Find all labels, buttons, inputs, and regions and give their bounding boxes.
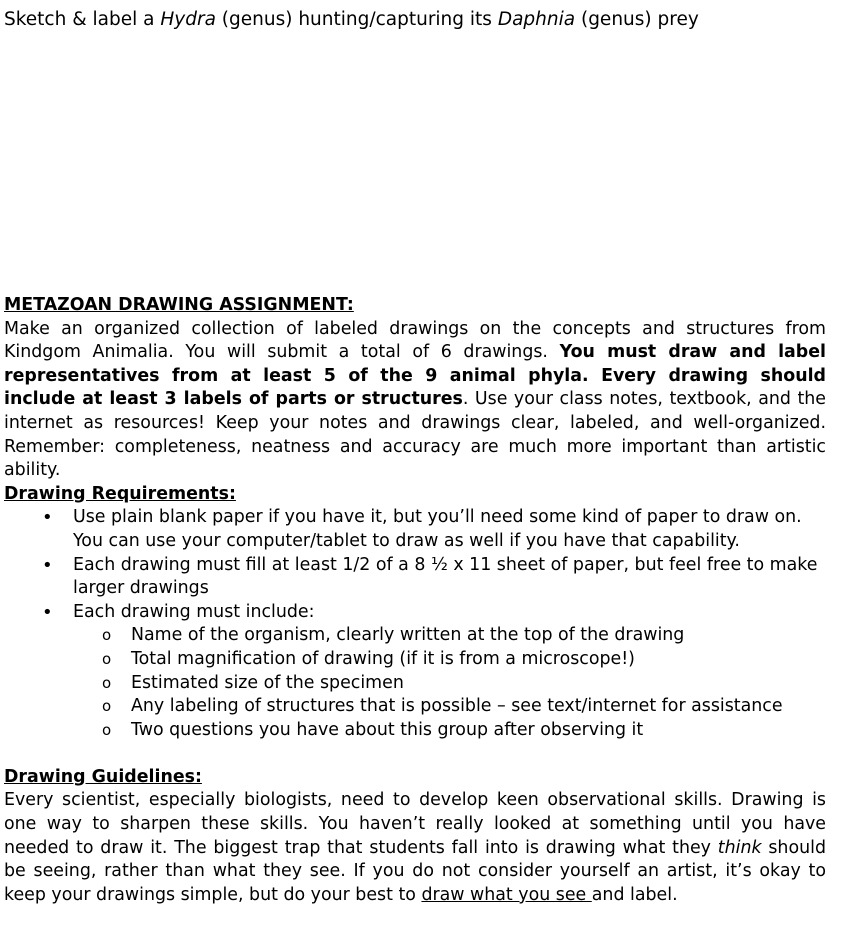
requirements-heading: Drawing Requirements: <box>4 483 236 504</box>
genus-daphnia: Daphnia <box>497 9 576 30</box>
list-item: • Use plain blank paper if you have it, but you’ll need some kind of paper to draw on. You can use your computer/tablet to draw as well if you have that capability. <box>4 506 826 553</box>
genus-hydra: Hydra <box>160 9 216 30</box>
requirements-list <box>4 506 826 742</box>
assignment-intro: Make an organized collection of labeled drawings on the concepts and structures from Kindgom Animalia. You will submit a total of 6 drawings. You must draw and label representatives from at least 5 of the 9 animal phyla. Every drawing should include at least 3 labels of parts or structures. Use your class notes, textbook, and the internet as resources! Keep your notes and drawings clear, labeled, and well-organized. Remember: completeness, neatness and accuracy are much more important than artistic ability. <box>4 318 826 481</box>
document-body <box>4 294 826 907</box>
drawing-prompt: Sketch & label a Hydra (genus) hunting/capturing its Daphnia (genus) prey <box>4 9 699 30</box>
sub-list-item: o Name of the organism, clearly written at the top of the drawing <box>4 624 826 648</box>
sub-list-item: o Estimated size of the specimen <box>4 672 826 696</box>
assignment-requirement-bold: You must draw and label representatives from at least 5 of the 9 animal phyla. Every drawing should include at least 3 labels of parts or structures <box>4 342 826 410</box>
include-sublist <box>73 624 826 742</box>
sub-list-item: o Total magnification of drawing (if it is from a microscope!) <box>4 648 826 672</box>
list-item: • Each drawing must fill at least 1/2 of a 8 ½ x 11 sheet of paper, but feel free to make larger drawings <box>4 554 826 601</box>
sub-list-item: o Two questions you have about this group after observing it <box>4 719 826 743</box>
assignment-heading: METAZOAN DRAWING ASSIGNMENT: <box>4 295 354 315</box>
sub-list-item: o Any labeling of structures that is possible – see text/internet for assistance <box>4 695 826 719</box>
guidelines-heading: Drawing Guidelines: <box>4 766 202 787</box>
draw-what-you-see: draw what you see <box>421 884 592 905</box>
guidelines-text: Every scientist, especially biologists, need to develop keen observational skills. Drawing is one way to sharpen these skills. You haven’t really looked at something until you have needed to draw it. The biggest trap that students fall into is drawing what they think should be seeing, rather than what they see. If you do not consider yourself an artist, it’s okay to keep your drawings simple, but do your best to draw what you see and label. <box>4 790 826 905</box>
list-item: • Each drawing must include: o Name of the organism, clearly written at the top of the drawing o Total magnification of drawing (if it is from a microscope!) o Estimated size of the specimen o Any labeling of structures that is possible – see text/internet for assistance o Two questions you have about this group after observing it <box>4 601 826 743</box>
